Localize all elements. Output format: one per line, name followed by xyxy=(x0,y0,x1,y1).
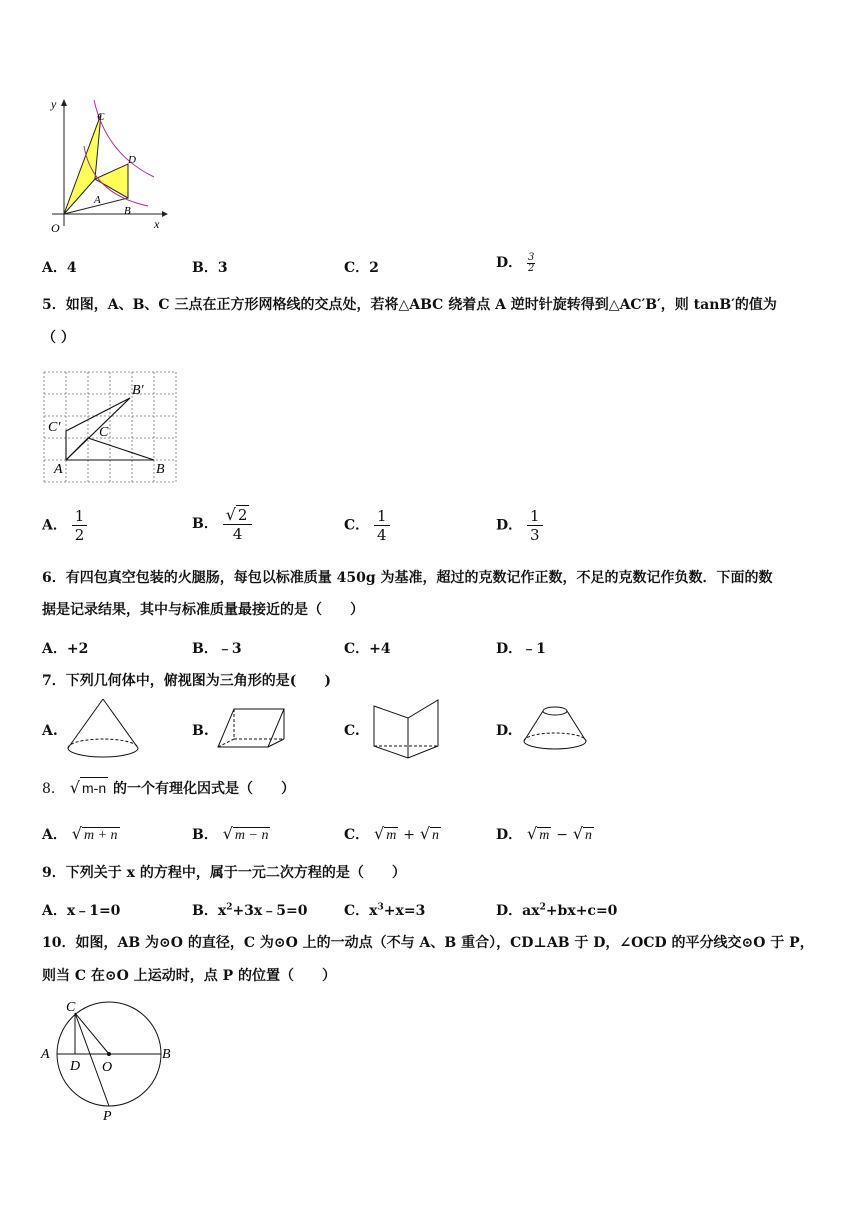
label-o: O xyxy=(102,1060,113,1075)
label-p: P xyxy=(103,1109,112,1124)
label-y: y xyxy=(51,97,57,111)
q8-option-d-op: − xyxy=(556,827,568,843)
q4-option-d-fraction xyxy=(527,253,535,274)
sqrt-icon: √ xyxy=(71,824,82,843)
q5-option-b-prefix: B． xyxy=(192,516,218,532)
x-arrow xyxy=(162,211,168,217)
q5-option-a-fraction xyxy=(72,507,88,544)
label-d: D xyxy=(70,1059,81,1074)
q10-line1: 10．如图，AB 为⊙O 的直径，C 为⊙O 上的一动点（不与 A、B 重合），CD⊥AB 于 D，∠OCD 的平分线交⊙O 于 P， xyxy=(42,935,814,951)
label-c-prime: C′ xyxy=(48,420,61,435)
q4-figure xyxy=(44,94,174,240)
label-c: C xyxy=(99,425,109,440)
q8-number: 8． xyxy=(42,781,65,797)
q5-option-a-den: 2 xyxy=(74,526,85,544)
sqrt-icon: √ xyxy=(527,824,538,843)
label-b: B xyxy=(124,205,131,217)
q5-option-d-num: 1 xyxy=(527,507,543,526)
q5-option-a xyxy=(42,507,87,544)
upright-prism-icon xyxy=(370,696,442,762)
q8-text xyxy=(42,777,295,799)
q5-option-b-fraction xyxy=(223,505,253,543)
q8-option-c-op: + xyxy=(403,827,415,843)
label-c: C xyxy=(97,111,105,123)
q4-option-d-num: 3 xyxy=(528,251,535,263)
q9-option-b-pre: B．x xyxy=(192,903,227,919)
frustum-icon xyxy=(520,703,590,755)
label-b: B xyxy=(162,1047,171,1062)
q8-option-d xyxy=(496,824,594,844)
q5-option-c-prefix: C． xyxy=(344,517,370,534)
segment-co xyxy=(75,1013,109,1054)
q9-option-d-post: +bx+c=0 xyxy=(545,903,618,919)
q4-option-d-den: 2 xyxy=(528,262,535,274)
sqrt-icon: √ xyxy=(69,778,80,797)
label-a: A xyxy=(54,462,63,477)
q8-option-c-prefix: C． xyxy=(344,827,370,843)
q5-option-d xyxy=(496,507,543,544)
cone-icon xyxy=(64,696,142,762)
q8-option-b xyxy=(192,824,270,844)
triangular-prism-icon xyxy=(214,703,290,751)
q5-option-c-den: 4 xyxy=(377,526,387,544)
q6-option-b: B．﹣3 xyxy=(192,641,242,657)
q5-option-b-num: √ 2 xyxy=(223,505,253,525)
q8-option-c xyxy=(344,824,441,844)
q5-line1: 5．如图，A、B、C 三点在正方形网格线的交点处，若将△ABC 绕着点 A 逆时针旋转得到△AC′B′，则 tanB′的值为 xyxy=(42,297,777,313)
label-b-prime: B′ xyxy=(132,383,144,398)
q5-option-b-radicand: 2 xyxy=(237,506,248,524)
q5-option-d-prefix: D． xyxy=(496,517,523,534)
q8-option-b-prefix: B． xyxy=(192,827,218,843)
q9-option-d-pre: D．ax xyxy=(496,903,540,919)
triangle-acb-prime xyxy=(66,398,130,460)
sqrt-icon: √ xyxy=(572,824,584,843)
q6-option-c: C．+4 xyxy=(344,641,391,657)
label-o: O xyxy=(51,221,60,235)
q8-option-d-r2: n xyxy=(585,828,593,843)
sqrt-icon: √ xyxy=(419,824,431,843)
q8-option-c-r2: n xyxy=(432,828,440,843)
q4-option-d xyxy=(496,252,535,274)
sqrt-icon: √ xyxy=(374,824,385,843)
center-point xyxy=(107,1052,111,1056)
q9-option-b xyxy=(192,900,307,920)
label-c: C xyxy=(66,1000,76,1015)
q5-option-d-den: 3 xyxy=(530,526,540,544)
q5-option-a-num: 1 xyxy=(72,507,88,526)
q4-option-a: A．4 xyxy=(42,260,77,276)
q5-option-a-prefix: A． xyxy=(42,517,67,534)
q8-option-a-radicand: m + n xyxy=(83,828,118,843)
q6-option-a: A．+2 xyxy=(42,641,89,657)
q5-option-c-fraction xyxy=(374,507,390,544)
q6-line1: 6．有四包真空包装的火腿肠，每包以标准质量 450g 为基准，超过的克数记作正数，不足的克数记作负数．下面的数 xyxy=(42,570,773,586)
q10-line2: 则当 C 在⊙O 上运动时，点 P 的位置（ ） xyxy=(42,968,336,984)
q7-label-d: D. xyxy=(496,723,513,739)
q8-option-a xyxy=(42,824,120,844)
q5-line2: （ ） xyxy=(42,330,75,346)
q9-text: 9．下列关于 x 的方程中，属于一元二次方程的是（ ） xyxy=(42,865,406,881)
label-b: B xyxy=(156,462,165,477)
label-d: D xyxy=(128,154,136,166)
q7-label-b: B. xyxy=(192,723,209,739)
q7-text: 7．下列几何体中，俯视图为三角形的是( ) xyxy=(42,673,331,689)
q9-option-d-sup: 2 xyxy=(539,902,546,913)
q8-option-b-radicand: m − n xyxy=(234,828,269,843)
q9-option-a: A．x﹣1=0 xyxy=(42,903,121,919)
q5-option-d-fraction xyxy=(527,507,543,544)
q8-tail: 的一个有理化因式是（ ） xyxy=(113,781,295,797)
q8-option-c-r1: m xyxy=(386,828,397,843)
q8-option-d-prefix: D． xyxy=(496,827,523,843)
y-arrow xyxy=(61,99,67,106)
q8-option-d-r1: m xyxy=(539,828,550,843)
q6-line2: 据是记录结果，其中与标准质量最接近的是（ ） xyxy=(42,602,364,618)
q7-label-a: A. xyxy=(42,723,58,739)
q9-option-c-sup: 3 xyxy=(377,902,384,913)
q4-option-c: C．2 xyxy=(344,260,379,276)
q7-label-c: C. xyxy=(344,723,360,739)
label-x: x xyxy=(154,217,160,231)
q6-option-d: D．﹣1 xyxy=(496,641,546,657)
q10-circle-figure xyxy=(38,996,178,1124)
q4-option-d-prefix: D． xyxy=(496,255,523,271)
q5-option-b-den: 4 xyxy=(232,525,243,543)
q9-option-c xyxy=(344,900,425,920)
q8-radicand: m-n xyxy=(80,777,108,798)
label-a: A xyxy=(94,194,101,206)
label-a: A xyxy=(41,1047,50,1062)
q4-option-b: B．3 xyxy=(192,260,228,276)
q9-option-b-sup: 2 xyxy=(226,902,233,913)
q9-option-c-post: +x=3 xyxy=(383,903,426,919)
q9-option-c-pre: C．x xyxy=(344,903,378,919)
q9-option-b-post: +3x﹣5=0 xyxy=(232,903,308,919)
q9-option-d xyxy=(496,900,617,920)
q5-option-c-num: 1 xyxy=(374,507,390,526)
q8-option-a-prefix: A． xyxy=(42,827,67,843)
sqrt-icon: √ xyxy=(222,824,233,843)
q5-option-b xyxy=(192,505,252,543)
q5-grid-figure xyxy=(42,370,178,484)
q5-option-c xyxy=(344,507,390,544)
